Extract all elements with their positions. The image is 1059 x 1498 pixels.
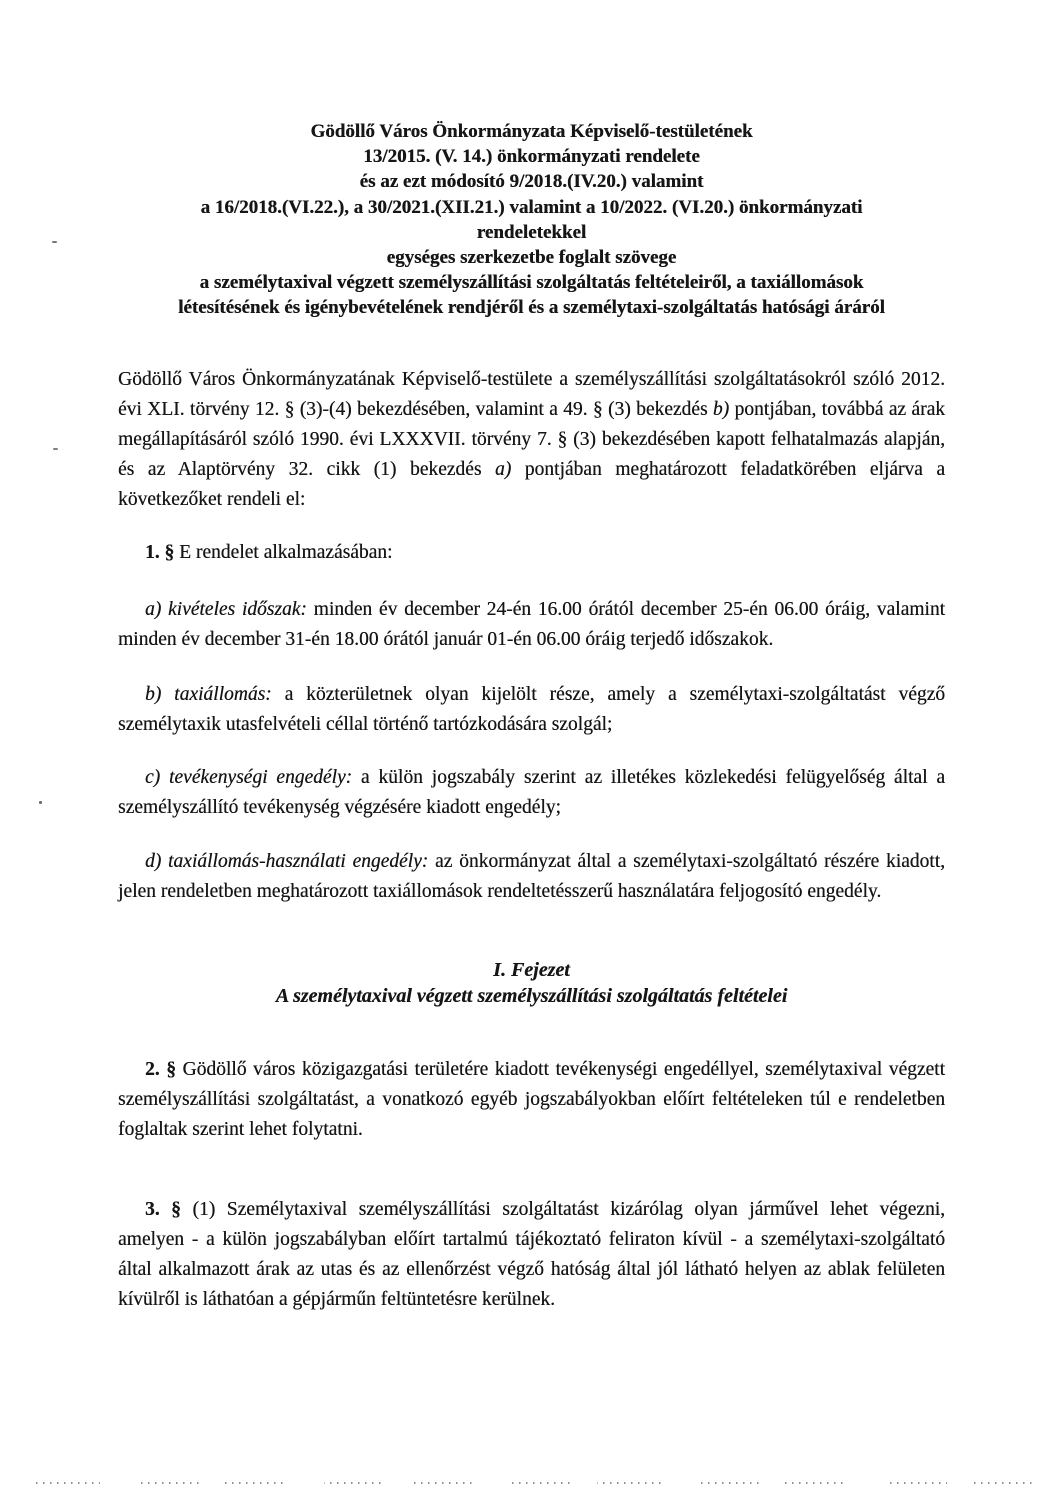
scan-speck — [39, 801, 42, 804]
section-number: 2. § — [145, 1059, 183, 1080]
definition-item-c — [118, 763, 945, 823]
text-run: a közterületnek olyan kijelölt része, amely a személytaxi-szolgáltatást végző személytaxik utasfelvételi céllal történő tartózkodására szolgál; — [118, 684, 945, 735]
scan-speck — [52, 241, 57, 243]
definition-term: b) taxiállomás: — [145, 684, 272, 705]
text-run: (1) Személytaxival személyszállítási szolgáltatást kizárólag olyan járművel lehet végezni, amelyen - a külön jogszabályban előírt tartalmú tájékoztató feliraton kívül - a személytaxi-szolgáltató által alkalmazott árak az utas és az ellenőrzést végző hatóság által jól látható helyen az ablak felületen kívülről is láthatóan a gépjárműn feltüntetésre kerülnek. — [118, 1199, 946, 1310]
chapter-title: A személytaxival végzett személyszállítási szolgáltatás feltételei — [275, 985, 788, 1007]
text-run: minden év december 24-én 16.00 órától december 25-én 06.00 óráig, valamint minden év december 31-én 18.00 órától január 01-én 06.00 óráig terjedő időszakok. — [118, 599, 945, 650]
title-line-subject-2: létesítésének és igénybevételének rendjéről és a személytaxi-szolgáltatás hatósági áráról — [178, 297, 885, 319]
title-line-amendment-2: a 16/2018.(VI.22.), a 30/2021.(XII.21.) valamint a 10/2022. (VI.20.) önkormányzati — [200, 196, 863, 218]
definition-term: a) kivételes időszak: — [145, 599, 307, 620]
text-run-italic: b) — [712, 399, 730, 420]
text-run: pontjában meghatározott feladatkörében eljárva a következőket rendeli el: — [118, 459, 946, 510]
title-line-consolidated: egységes szerkezetbe foglalt szövege — [386, 247, 677, 269]
text-run: a külön jogszabály szerint az illetékes közlekedési felügyelőség által a személyszállító tevékenység végzésére kiadott engedély; — [118, 767, 945, 818]
definition-item-b — [118, 680, 945, 740]
section-1-paragraph — [118, 538, 945, 568]
title-line-subject-1: a személytaxival végzett személyszállítási szolgáltatás feltételeiről, a taxiállomások — [199, 272, 864, 294]
text-run: pontjában, továbbá az árak megállapításáról szóló 1990. évi LXXXVII. törvény 7. § (3) bekezdésében kapott felhatalmazás alapján, és az Alaptörvény 32. cikk (1) bekezdés — [118, 399, 945, 480]
text-run: E rendelet alkalmazásában: — [179, 542, 393, 563]
document-title-block — [118, 119, 945, 321]
section-2-paragraph — [118, 1055, 945, 1145]
chapter-number: I. Fejezet — [493, 959, 570, 981]
definition-item-d — [118, 847, 945, 907]
text-run: Gödöllő Város Önkormányzatának Képviselő-testülete a személyszállítási szolgáltatásokról szóló 2012. évi XLI. törvény 12. § (3)-(4) bekezdésében, valamint a 49. § (3) bekezdés — [118, 369, 945, 420]
title-line-authority: Gödöllő Város Önkormányzata Képviselő-testületének — [310, 121, 753, 142]
text-run: Gödöllő város közigazgatási területére kiadott tevékenységi engedéllyel, személytaxival végzett személyszállítási szolgáltatást, a vonatkozó egyéb jogszabályokban előírt feltételeken túl e rendeletben foglaltak szerint lehet folytatni. — [118, 1059, 945, 1140]
title-line-amendment-1: és az ezt módosító 9/2018.(IV.20.) valamint — [359, 171, 704, 193]
text-run-italic: a) — [495, 459, 512, 480]
text-run: az önkormányzat által a személytaxi-szolgáltató részére kiadott, jelen rendeletben meghatározott taxiállomások rendeltetésszerű használatára feljogosító engedély. — [118, 851, 945, 902]
scan-artifact-dotted-line — [36, 1482, 1036, 1484]
preamble-paragraph — [118, 365, 945, 515]
section-number: 3. § — [145, 1199, 193, 1220]
section-number: 1. § — [145, 542, 180, 563]
definition-item-a — [118, 595, 945, 655]
title-line-decree-number: 13/2015. (V. 14.) önkormányzati rendelete — [363, 146, 700, 168]
definition-term: d) taxiállomás-használati engedély: — [145, 851, 429, 872]
definition-term: c) tevékenységi engedély: — [145, 767, 353, 788]
title-line-amendment-3: rendeletekkel — [476, 221, 587, 243]
section-3-paragraph — [118, 1195, 945, 1315]
chapter-heading — [118, 957, 945, 1009]
document-body — [118, 320, 945, 1315]
scan-speck — [53, 448, 58, 450]
